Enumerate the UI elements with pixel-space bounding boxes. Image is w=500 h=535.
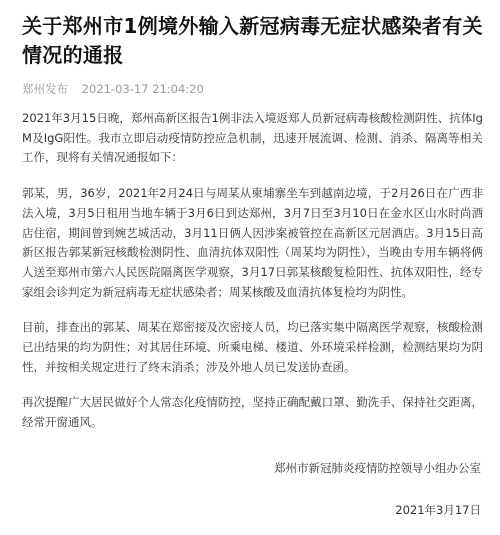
- article-paragraph: 目前，排查出的郭某、周某在郑密接及次密接人员，均已落实集中隔离医学观察，核酸检测已出结果的均为阴性；对其居住环境、所乘电梯、楼道、外环境采样检测，检测结果均为阴性，并按相关规定进行了终末消杀；涉及外地人员已发送协查函。: [22, 320, 483, 374]
- article-paragraph: 郭某，男，36岁，2021年2月24日与周某从柬埔寨坐车到越南边境，于2月26日在广西非法入境，3月5日租用当地车辆于3月6日到达郑州，3月7日至3月10日在金水区山水时尚酒店住宿，期间曾到婉艺城活动，3月11日俩人因涉案被管控在高新区元居酒店。3月15日高新区报告郭某新冠核酸检测阴性、血清抗体双阳性（周某均为阴性），当晚由专用车辆将俩人送至郑州市第六人民医院隔离医学观察，3月17日郭某核酸复检阳性、抗体双阳性，经专家组会诊判定为新冠病毒无症状感染者；周某核酸及血清抗体复检均为阴性。: [22, 186, 483, 299]
- article-paragraph: 再次提醒广大居民做好个人常态化疫情防控，坚持正确配戴口罩、勤洗手、保持社交距离，经常开窗通风。: [22, 395, 483, 430]
- article-title: 关于郑州市1例境外输入新冠病毒无症状感染者有关情况的通报: [22, 14, 483, 67]
- article-paragraph: 2021年3月15日晚，郑州高新区报告1例非法入境返郑人员新冠病毒核酸检测阴性、抗体IgM及IgG阳性。我市立即启动疫情防控应急机制，迅速开展流调、检测、消杀、隔离等相关工作，现将有关情况通报如下：: [22, 111, 483, 165]
- article-date: 2021年3月17日: [395, 502, 481, 517]
- article-signature: 郑州市新冠肺炎疫情防控领导小组办公室: [274, 460, 481, 475]
- article-meta: [22, 81, 483, 97]
- article-source[interactable]: 郑州发布: [22, 82, 68, 96]
- article-timestamp: 2021-03-17 21:04:20: [81, 82, 204, 96]
